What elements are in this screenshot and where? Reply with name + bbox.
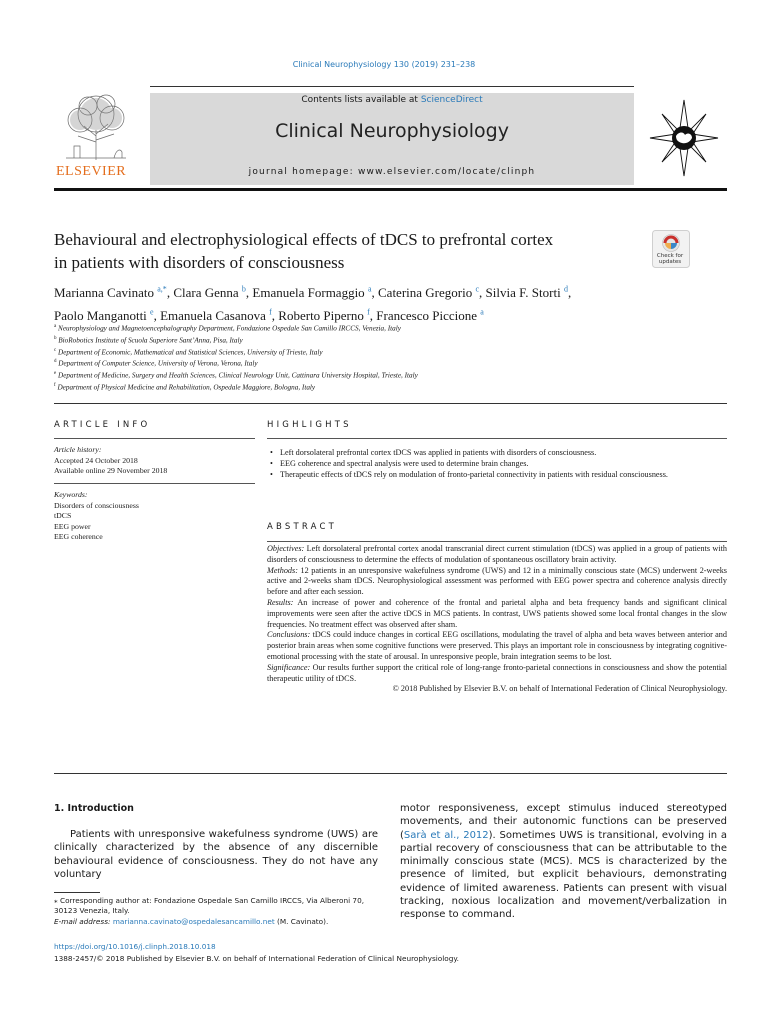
author-list — [54, 280, 694, 325]
doi-link[interactable]: https://doi.org/10.1016/j.clinph.2018.10.018 — [54, 942, 216, 951]
highlights-list — [267, 448, 727, 480]
author: Paolo Manganotti $^e$, — [54, 307, 161, 323]
journal-compass-logo — [648, 98, 720, 178]
sciencedirect-link[interactable]: ScienceDirect — [420, 95, 483, 105]
keywords-rule — [54, 483, 255, 484]
body-divider — [54, 773, 727, 774]
elsevier-tree-logo — [56, 92, 136, 162]
affiliation: $^d$ Department of Computer Science, University of Verona, Verona, Italy — [54, 359, 258, 368]
citation-link[interactable]: Sarà et al., 2012 — [403, 829, 489, 841]
footnote-rule — [54, 892, 100, 893]
article-info-heading: ARTICLE INFO — [54, 420, 151, 430]
intro-heading: 1. Introduction — [54, 803, 134, 814]
affiliation: $^a$ Neurophysiology and Magnetoencephalography Department, Fondazione Ospedale San Camillo IRCCS, Venezia, Italy — [54, 324, 401, 333]
contents-line — [150, 95, 634, 105]
author-affil-mark[interactable]: f — [269, 307, 272, 317]
article-info-rule — [54, 438, 255, 439]
check-for-updates-label[interactable]: Check for updates — [656, 253, 684, 265]
keyword: tDCS — [54, 511, 72, 520]
author-affil-mark[interactable]: e — [150, 307, 154, 317]
header-rule-bottom — [54, 188, 727, 191]
journal-reference[interactable]: Clinical Neurophysiology 130 (2019) 231–238 — [292, 60, 476, 69]
affiliation: $^e$ Department of Medicine, Surgery and Health Sciences, Clinical Neurology Unit, Cattinara University Hospital, Trieste, Italy — [54, 371, 418, 380]
available-date: Available online 29 November 2018 — [54, 466, 168, 475]
author: Marianna Cavinato $^{a,*}$, — [54, 285, 174, 301]
author-affil-mark[interactable]: c — [475, 285, 480, 294]
journal-title: Clinical Neurophysiology — [275, 120, 509, 142]
keyword: Disorders of consciousness — [54, 500, 139, 510]
affiliation-list — [54, 322, 714, 393]
author-affil-mark[interactable]: f — [367, 307, 370, 317]
author: Roberto Piperno $^f$, — [278, 307, 377, 323]
author-affil-mark[interactable]: a,* — [157, 285, 167, 294]
author-affil-mark[interactable]: b — [241, 285, 246, 294]
author: Francesco Piccione $^a$ — [376, 307, 484, 323]
abstract-body — [267, 544, 727, 695]
header-rule-top — [150, 86, 634, 87]
contents-prefix: Contents lists available at — [301, 95, 421, 105]
author: Silvia F. Storti $^d$, — [485, 285, 572, 301]
affiliation: $^c$ Department of Economic, Mathematical and Statistical Sciences, University of Trieste, Italy — [54, 347, 323, 356]
journal-homepage — [150, 167, 634, 177]
keyword: EEG power — [54, 521, 91, 531]
accepted-date: Accepted 24 October 2018 — [54, 455, 138, 465]
keyword: EEG coherence — [54, 532, 103, 541]
title-line-1: Behavioural and electrophysiological effects of tDCS to prefrontal cortex — [54, 230, 554, 249]
affiliation: $^f$ Department of Physical Medicine and Rehabilitation, Ospedale Maggiore, Bologna, Italy — [54, 382, 316, 392]
elsevier-wordmark: ELSEVIER — [56, 164, 127, 179]
email-line: E-mail address: marianna.cavinato@ospedalesancamillo.net (M. Cavinato). — [54, 916, 329, 926]
author: Clara Genna $^b$, — [173, 285, 253, 301]
abstract-results: Results: An increase of power and coherence of the frontal and parietal alpha and beta frequency bands and significant clinical improvements were seen after the active tDCS in MCS patients. In contrast, UWS patients showed some local frontal changes in the slow frequencies. No treatment effect was observed after sham. — [267, 597, 727, 629]
keywords — [54, 490, 254, 543]
author-affil-mark[interactable]: d — [563, 285, 568, 294]
homepage-prefix: journal homepage: — [248, 167, 358, 177]
corresponding-author-footnote — [54, 896, 384, 927]
intro-paragraph-right: motor responsiveness, except stimulus induced stereotyped movements, and their autonomic functions can be preserved (Sarà et al., 2012). Sometimes UWS is transitional, evolving in a partial recovery of consciousness that can be attributable to the minimally conscious state (MCS). MCS is characterized by the presence of limited, but explicit behaviours, demonstrating evidence of limited awareness. Patients can present with visual tracking, noxious localization and movement/verbalization in response to command. — [400, 803, 727, 921]
highlights-rule — [267, 438, 727, 439]
highlight-item: • EEG coherence and spectral analysis were used to determine brain changes. — [267, 459, 727, 470]
issn-line: 1388-2457/© 2018 Published by Elsevier B.V. on behalf of International Federation of Clinical Neurophysiology. — [54, 954, 459, 963]
author-affil-mark[interactable]: a — [480, 307, 484, 317]
corresponding-address: ⁎ Corresponding author at: Fondazione Ospedale San Camillo IRCCS, Via Alberoni 70, 30123 Venezia, Italy. — [54, 896, 365, 916]
abstract-conclusions: Conclusions: tDCS could induce changes in cortical EEG oscillations, modulating the travel of alpha and beta waves between anterior and posterior brain areas when some cognitive functions were preserved. This plays an important role in consciousness by integrating cognitive-emotional processing with the state of arousal. In unresponsive people, brain integration seems to be lost. — [267, 630, 727, 661]
article-history — [54, 445, 254, 477]
affiliation: $^b$ BioRobotics Institute of Scuola Superiore Sant’Anna, Pisa, Italy — [54, 335, 243, 345]
article-title — [54, 228, 644, 274]
author-affil-mark[interactable]: a — [367, 285, 372, 294]
abstract-objectives: Objectives: Left dorsolateral prefrontal cortex anodal transcranial direct current stimulation (tDCS) was applied in a group of patients with disorders of consciousness to determine the effects of modulation of spontaneous oscillatory brain activity. — [267, 544, 727, 564]
abstract-rule — [267, 541, 727, 542]
abstract-significance: Significance: Our results further support the critical role of long-range fronto-parietal connections in consciousness and show the potential therapeutic utility of tDCS. — [267, 662, 727, 683]
intro-paragraph-left: Patients with unresponsive wakefulness syndrome (UWS) are clinically characterized by the absence of any discernible behavioural evidence of consciousness. They do not have any voluntary — [54, 829, 378, 880]
highlights-heading: HIGHLIGHTS — [267, 420, 352, 430]
author: Caterina Gregorio $^c$, — [378, 285, 486, 301]
title-line-2: in patients with disorders of consciousness — [54, 253, 345, 272]
abstract-heading: ABSTRACT — [267, 522, 338, 532]
highlight-item: • Therapeutic effects of tDCS rely on modulation of fronto-parietal connectivity in patients with residual consciousness. — [267, 470, 727, 481]
section-divider — [54, 403, 727, 404]
author: Emanuela Casanova $^f$, — [160, 307, 279, 323]
history-label: Article history: — [54, 445, 102, 454]
email-link[interactable]: marianna.cavinato@ospedalesancamillo.net — [112, 916, 275, 926]
highlight-item: • Left dorsolateral prefrontal cortex tDCS was applied in patients with disorders of consciousness. — [267, 448, 727, 459]
homepage-url[interactable]: www.elsevier.com/locate/clinph — [357, 167, 536, 177]
abstract-methods: Methods: 12 patients in an unresponsive wakefulness syndrome (UWS) and 12 in a minimally conscious state (MCS) underwent 2-weeks active and 2-weeks sham tDCS. Neurophysiological assessment was performed with EEG power spectra and coherence analysis directly before and after each session. — [267, 565, 727, 597]
keywords-label: Keywords: — [54, 490, 88, 499]
author: Emanuela Formaggio $^a$, — [252, 285, 378, 301]
abstract-copyright: © 2018 Published by Elsevier B.V. on behalf of International Federation of Clinical Neurophysiology. — [392, 684, 727, 694]
